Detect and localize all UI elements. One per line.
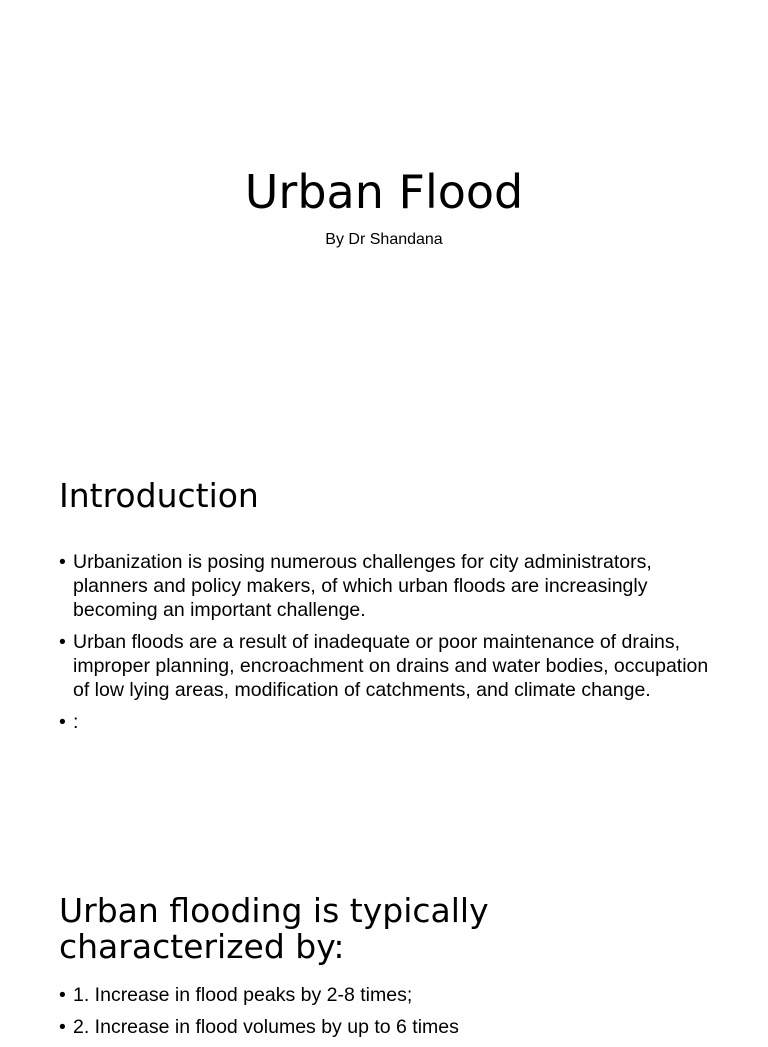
list-item-text: : [73,711,79,733]
list-item-text: 1. Increase in flood peaks by 2-8 times; [73,984,413,1006]
bullet-list [59,983,719,1047]
list-item [59,710,719,734]
bullet-icon: • [59,551,66,573]
list-item [59,983,719,1007]
bullet-list [59,550,719,742]
list-item [59,550,719,622]
slide-title: Urban Flood [244,165,524,219]
bullet-icon: • [59,711,66,733]
list-item [59,1015,719,1039]
characteristics-slide [0,860,768,1038]
list-item [59,630,719,702]
list-item-text: Urbanization is posing numerous challenges for city administrators, planners and policy makers, of which urban floods are increasingly becoming an important challenge. [73,551,652,621]
list-item-text: 2. Increase in flood volumes by up to 6 times [73,1016,459,1038]
bullet-icon: • [59,631,66,653]
bullet-icon: • [59,1016,66,1038]
slide-subtitle: By Dr Shandana [325,231,443,248]
bullet-icon: • [59,984,66,1006]
slide-heading: Urban flooding is typically characterized by: [59,891,489,966]
list-item-text: Urban floods are a result of inadequate or poor maintenance of drains, improper planning, encroachment on drains and water bodies, occupation of low lying areas, modification of catchments, and climate change. [73,631,709,701]
slide-heading: Introduction [59,476,259,515]
title-slide [0,0,768,440]
introduction-slide [0,440,768,860]
